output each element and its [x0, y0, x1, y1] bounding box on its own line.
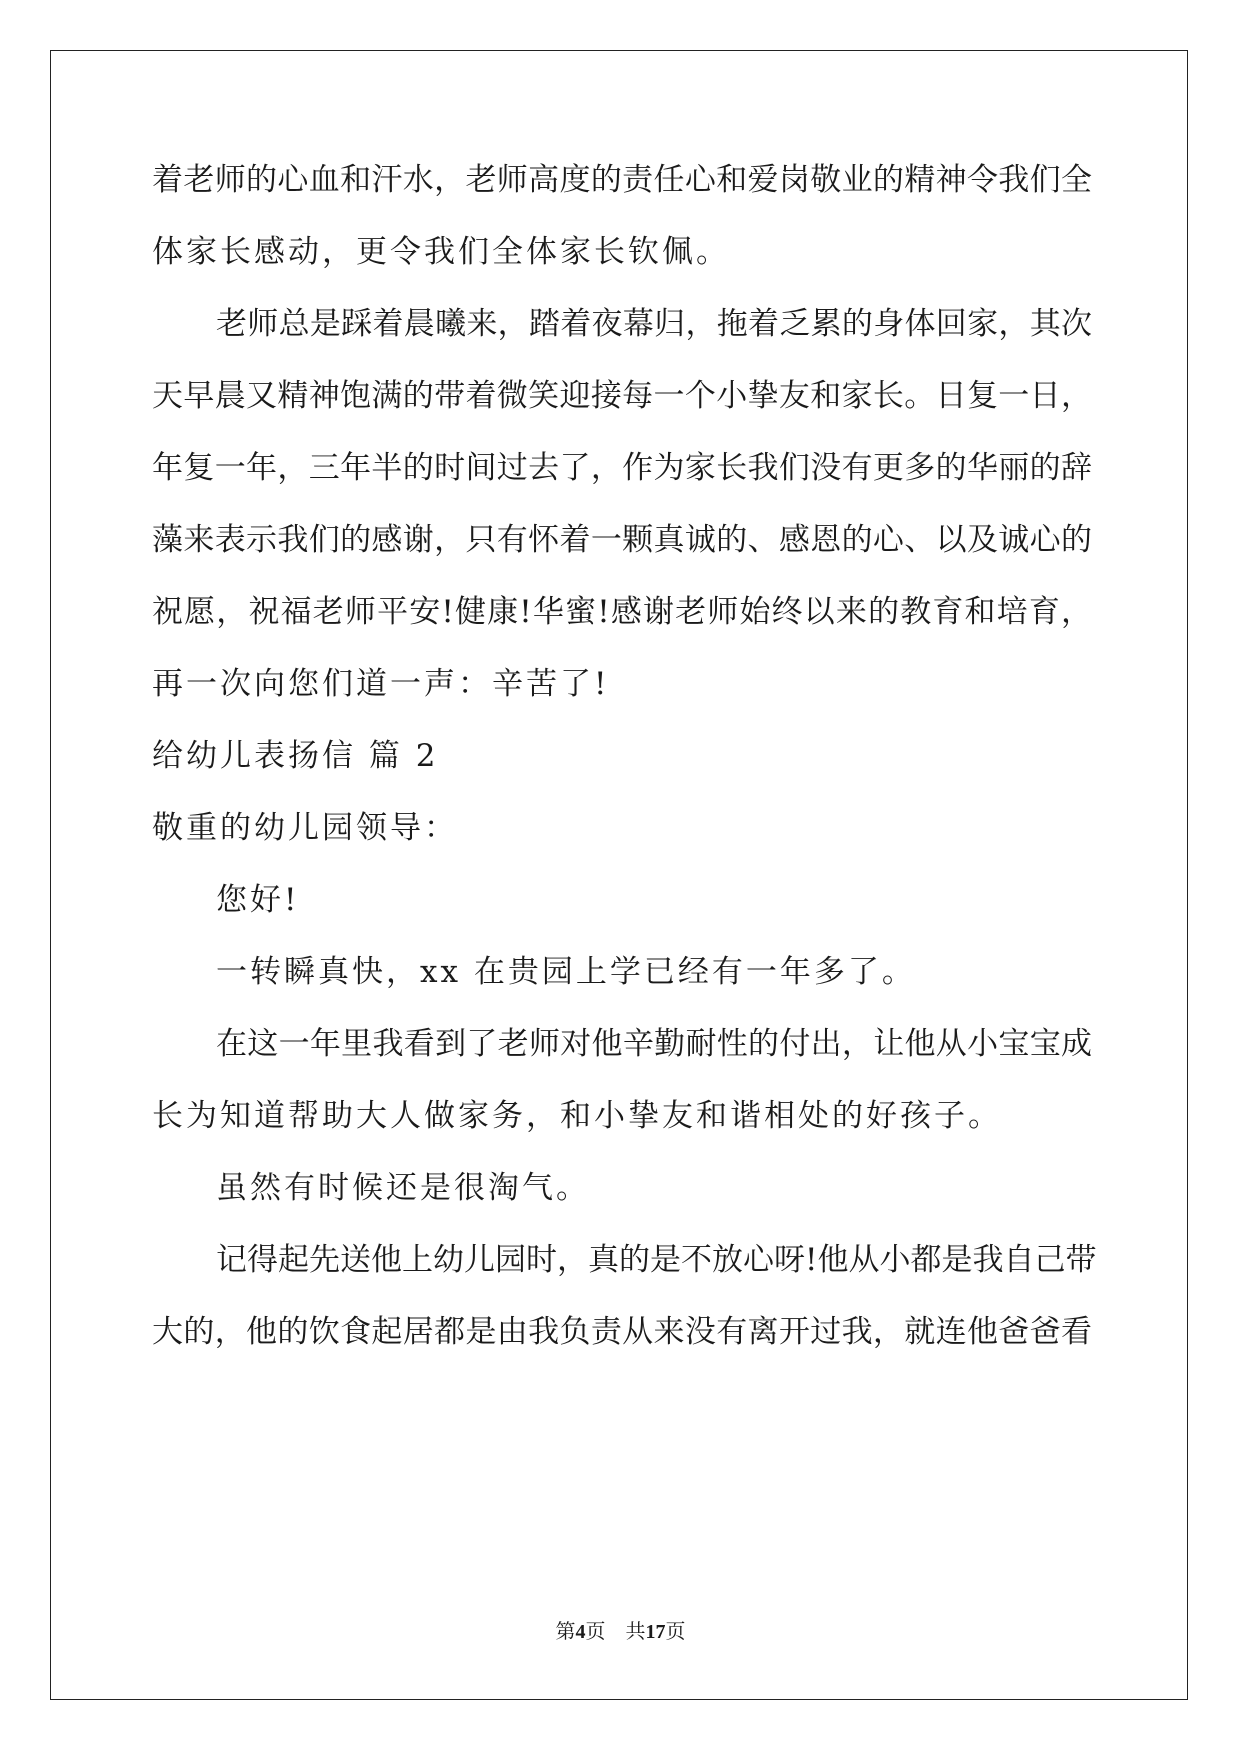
page-prefix: 第 [555, 1621, 576, 1643]
paragraph-line: 老师总是踩着晨曦来，踏着夜幕归，拖着乏累的身体回家，其次 [216, 306, 1092, 342]
salutation: 敬重的幼儿园领导： [152, 810, 458, 846]
paragraph-line: 年复一年，三年半的时间过去了，作为家长我们没有更多的华丽的辞 [152, 450, 1092, 486]
paragraph-line: 虽然有时候还是很淘气。 [216, 1170, 590, 1206]
page-unit: 页 [585, 1621, 606, 1643]
paragraph-line: 藻来表示我们的感谢，只有怀着一颗真诚的、感恩的心、以及诚心的 [152, 522, 1092, 558]
paragraph-line: 天早晨又精神饱满的带着微笑迎接每一个小挚友和家长。日复一日， [152, 378, 1092, 414]
paragraph-line: 大的，他的饮食起居都是由我负责从来没有离开过我，就连他爸爸看 [152, 1314, 1092, 1350]
greeting: 您好! [216, 882, 300, 918]
paragraph-line: 长为知道帮助大人做家务，和小挚友和谐相处的好孩子。 [152, 1098, 1002, 1134]
paragraph-line: 一转瞬真快，xx 在贵园上学已经有一年多了。 [216, 954, 916, 990]
paragraph-line: 体家长感动，更令我们全体家长钦佩。 [152, 234, 730, 270]
section-heading: 给幼儿表扬信 篇 2 [152, 738, 439, 774]
paragraph-line: 再一次向您们道一声：辛苦了! [152, 666, 610, 702]
paragraph-line: 祝愿，祝福老师平安!健康!华蜜!感谢老师始终以来的教育和培育， [152, 594, 1092, 630]
page-footer [0, 1620, 1241, 1644]
paragraph-line: 在这一年里我看到了老师对他辛勤耐性的付出，让他从小宝宝成 [216, 1026, 1092, 1062]
total-prefix: 共 [625, 1621, 646, 1643]
paragraph-line: 着老师的心血和汗水，老师高度的责任心和爱岗敬业的精神令我们全 [152, 162, 1092, 198]
current-page-number: 4 [575, 1621, 586, 1643]
page-border [50, 50, 1188, 1700]
paragraph-line: 记得起先送他上幼儿园时，真的是不放心呀!他从小都是我自己带 [216, 1242, 1097, 1278]
total-page-count: 17 [645, 1621, 666, 1643]
total-unit: 页 [665, 1621, 686, 1643]
